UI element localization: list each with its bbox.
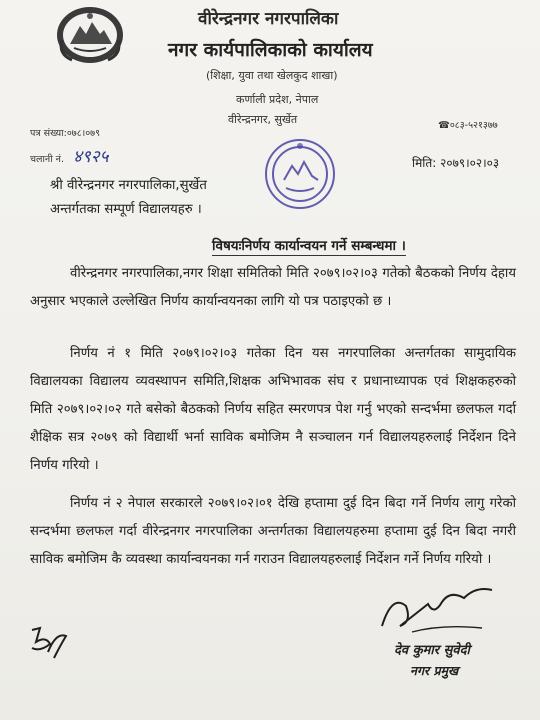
province-line: कर्णाली प्रदेश, नेपाल — [236, 93, 319, 106]
paragraph-decision-1: निर्णय नं १ मिति २०७९।०२।०३ गतेका दिन यस नगरपालिका अन्तर्गतका सामुदायिक विद्यालयका विद्यालय व्यवस्थापन समिति,शिक्षक अभिभावक संघ र प्रधानाध्यापक एवं शिक्षकहरुको मिति २०७९।०२।०२ गते बसेको बैठकको निर्णय सहित स्मरणपत्र पेश गर्नु भएको सन्दर्भमा छलफल गर्दा शैक्षिक सत्र २०७९ को विद्यार्थी भर्ना साविक बमोजिम नै सञ्चालन गर्न विद्यालयहरुलाई निर्देशन दिने निर्णय गरियो । — [30, 346, 516, 473]
paragraph-decision-2: निर्णय नं २ नेपाल सरकारले २०७९।०२।०१ देखि हप्तामा दुई दिन बिदा गर्ने निर्णय लागु गरेको सन्दर्भमा छलफल गर्दा वीरेन्द्रनगर नगरपालिका अन्तर्गतका विद्यालयहरुमा हप्तामा दुई दिन बिदा नगरी साविक बमोजिम कै व्यवस्था कार्यान्वयनका गर्न गराउन विद्यालयहरुलाई निर्देशन गर्ने निर्णय गरियो । — [30, 496, 516, 567]
mayor-signature-icon — [372, 576, 502, 640]
dispatch-label: चलानी नं. — [30, 154, 64, 165]
letter-number-value: ०७८।०७९ — [66, 128, 101, 139]
office-name: नगर कार्यपालिकाको कार्यालय — [168, 39, 373, 61]
initials-signature-icon — [26, 622, 72, 664]
location-line: वीरेन्द्रनगर, सुर्खेत — [228, 113, 298, 126]
nepal-emblem-icon — [54, 4, 126, 66]
paragraph-intro: वीरेन्द्रनगर नगरपालिका,नगर शिक्षा समितिको मिति २०७९।०२।०३ गतेको बैठकको निर्णय देहाय अनुसार भएकाले उल्लेखित निर्णय कार्यान्वयनका लागि यो पत्र पठाइएको छ । — [30, 266, 516, 309]
letter-number-label: पत्र संख्या: — [30, 128, 67, 139]
date-value: २०७९।०२।०३ — [440, 156, 500, 170]
dispatch-number — [30, 144, 108, 167]
signatory-title: नगर प्रमुख — [410, 663, 459, 678]
signatory-name: देव कुमार सुवेदी — [394, 643, 470, 658]
section-name: (शिक्षा, युवा तथा खेलकुद शाखा) — [206, 69, 338, 82]
date-label: मिति: — [412, 156, 437, 170]
municipality-name: वीरेन्द्रनगर नगरपालिका — [198, 9, 339, 29]
dispatch-value: ४९२५ — [73, 147, 109, 167]
letter-number — [30, 126, 100, 139]
recipient-line-2: अन्तर्गतका सम्पूर्ण विद्यालयहरु । — [50, 202, 202, 217]
phone-number: ☎०८३-५२१३७७ — [438, 120, 498, 131]
letter-date — [412, 154, 499, 171]
recipient-line-1: श्री वीरेन्द्रनगर नगरपालिका,सुर्खेत — [50, 178, 207, 193]
office-stamp-icon — [262, 134, 338, 216]
letter-subject: विषयःनिर्णय कार्यान्वयन गर्ने सम्बन्धमा । — [212, 238, 406, 254]
